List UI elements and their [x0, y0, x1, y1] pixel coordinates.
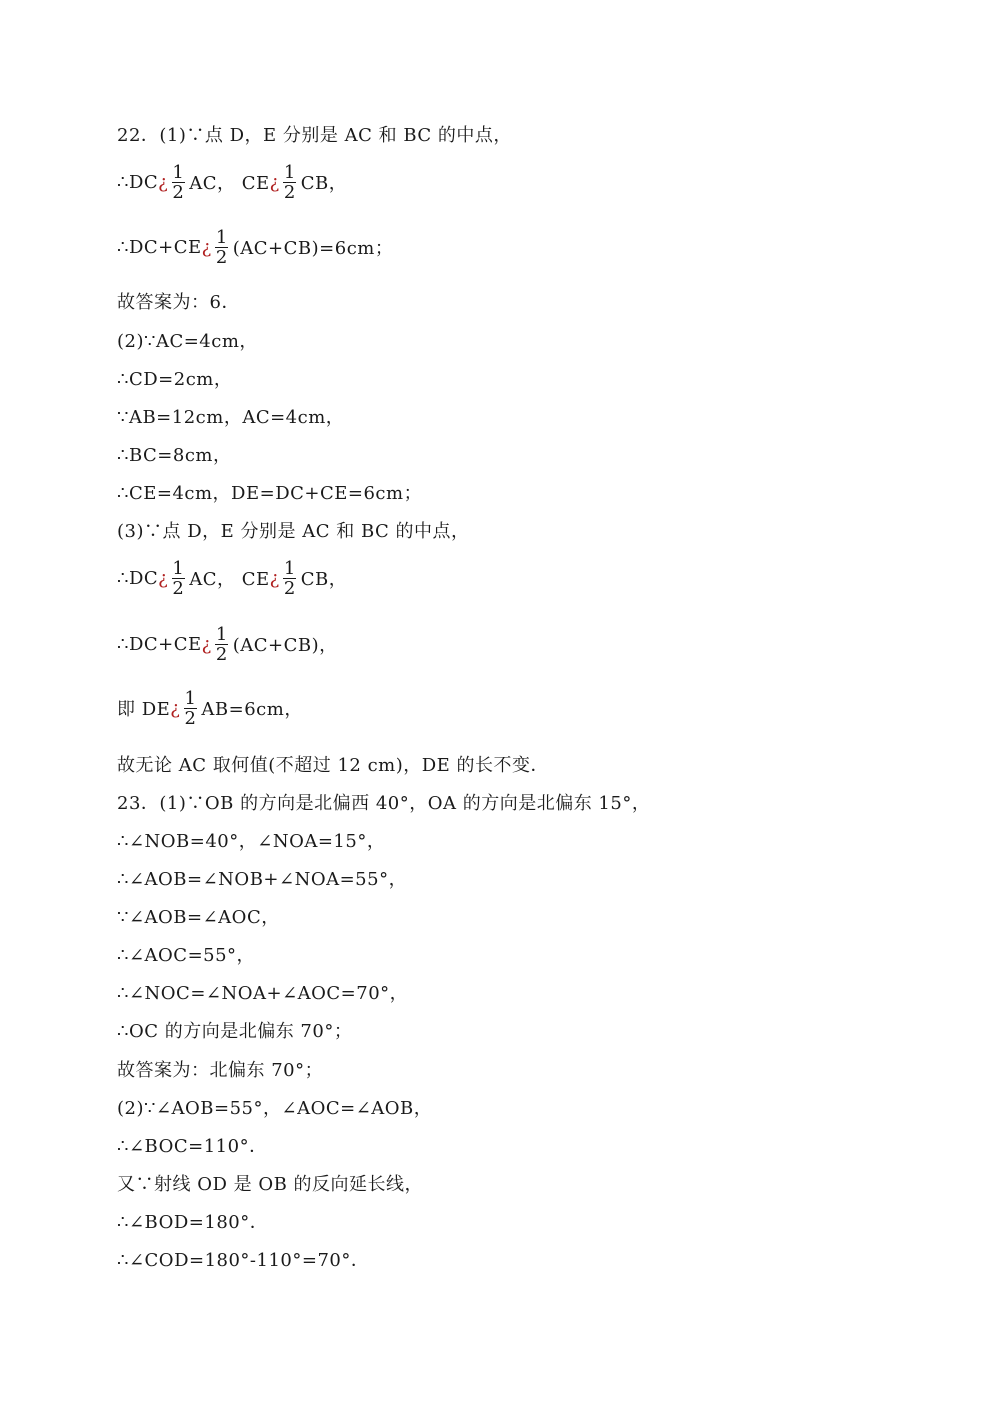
q23-line-4: ∵∠AOB=∠AOC， — [117, 907, 280, 928]
text-segment: ∴DC — [117, 567, 159, 589]
fraction-numerator: 1 — [184, 687, 197, 709]
q22-conclusion: 故无论 AC 取何值(不超过 12 cm)，DE 的长不变． — [117, 755, 550, 776]
q22-fraction-line-4 — [117, 622, 338, 666]
fraction-denominator: 2 — [172, 577, 185, 599]
text-segment: AC， CE — [189, 173, 270, 194]
q23-line-1: 23．(1)∵OB 的方向是北偏西 40°，OA 的方向是北偏东 15°， — [117, 793, 651, 814]
garbled-symbol: ¿ — [269, 567, 280, 589]
fraction-one-half — [170, 163, 186, 202]
garbled-symbol: ¿ — [158, 567, 169, 589]
fraction-denominator: 2 — [215, 246, 228, 268]
q22-line-7: (3)∵点 D，E 分别是 AC 和 BC 的中点， — [117, 521, 470, 542]
fraction-denominator: 2 — [283, 577, 296, 599]
q22-fraction-line-3 — [117, 556, 347, 600]
q22-line-4: ∵AB=12cm，AC=4cm， — [117, 407, 345, 428]
q23-line-5: ∴∠AOC=55°， — [117, 945, 256, 966]
text-segment: (AC+CB)=6cm； — [232, 238, 394, 259]
text-segment: CB， — [300, 569, 348, 590]
text-segment: (AC+CB)， — [232, 635, 338, 656]
fraction-numerator: 1 — [172, 161, 185, 183]
fraction-numerator: 1 — [283, 557, 296, 579]
q23-line-11: ∴∠BOD=180°． — [117, 1212, 269, 1233]
text-segment: CB， — [300, 173, 348, 194]
garbled-symbol: ¿ — [201, 633, 212, 655]
fraction-numerator: 1 — [172, 557, 185, 579]
fraction-one-half — [182, 689, 198, 728]
q22-line-1: 22．(1)∵点 D，E 分别是 AC 和 BC 的中点， — [117, 125, 512, 146]
q23-line-2: ∴∠NOB=40°，∠NOA=15°， — [117, 831, 386, 852]
fraction-numerator: 1 — [215, 623, 228, 645]
text-segment: ∴DC+CE — [117, 236, 202, 258]
q23-line-12: ∴∠COD=180°-110°=70°． — [117, 1250, 370, 1271]
fraction-denominator: 2 — [184, 707, 197, 729]
q23-line-3: ∴∠AOB=∠NOB+∠NOA=55°， — [117, 869, 408, 890]
garbled-symbol: ¿ — [201, 236, 212, 258]
q23-line-6: ∴∠NOC=∠NOA+∠AOC=70°， — [117, 983, 409, 1004]
q23-answer-1: 故答案为：北偏东 70°； — [117, 1060, 324, 1081]
fraction-numerator: 1 — [215, 226, 228, 248]
q22-line-3: ∴CD=2cm， — [117, 369, 233, 390]
text-segment: ∴DC+CE — [117, 633, 202, 655]
q23-line-10: 又∵射线 OD 是 OB 的反向延长线， — [117, 1174, 424, 1195]
q23-line-9: ∴∠BOC=110°． — [117, 1136, 268, 1157]
q22-line-2: (2)∵AC=4cm， — [117, 331, 258, 352]
fraction-numerator: 1 — [283, 161, 296, 183]
garbled-symbol: ¿ — [170, 697, 181, 719]
text-segment: 即 DE — [117, 699, 171, 720]
fraction-denominator: 2 — [172, 181, 185, 203]
fraction-one-half — [214, 228, 230, 267]
q23-line-8: (2)∵∠AOB=55°，∠AOC=∠AOB， — [117, 1098, 433, 1119]
garbled-symbol: ¿ — [158, 171, 169, 193]
fraction-one-half — [170, 559, 186, 598]
q23-line-7: ∴OC 的方向是北偏东 70°； — [117, 1021, 353, 1042]
q22-answer-1: 故答案为：6． — [117, 292, 240, 313]
fraction-denominator: 2 — [283, 181, 296, 203]
fraction-one-half — [282, 163, 298, 202]
q22-line-5: ∴BC=8cm， — [117, 445, 232, 466]
text-segment: AC， CE — [189, 569, 270, 590]
q22-fraction-line-5 — [117, 686, 303, 730]
garbled-symbol: ¿ — [269, 171, 280, 193]
q22-line-6: ∴CE=4cm，DE=DC+CE=6cm； — [117, 483, 423, 504]
fraction-denominator: 2 — [215, 643, 228, 665]
fraction-one-half — [214, 625, 230, 664]
text-segment: AB=6cm， — [201, 699, 303, 720]
fraction-one-half — [282, 559, 298, 598]
q22-fraction-line-1 — [117, 160, 347, 204]
q22-fraction-line-2 — [117, 225, 393, 269]
text-segment: ∴DC — [117, 171, 159, 193]
